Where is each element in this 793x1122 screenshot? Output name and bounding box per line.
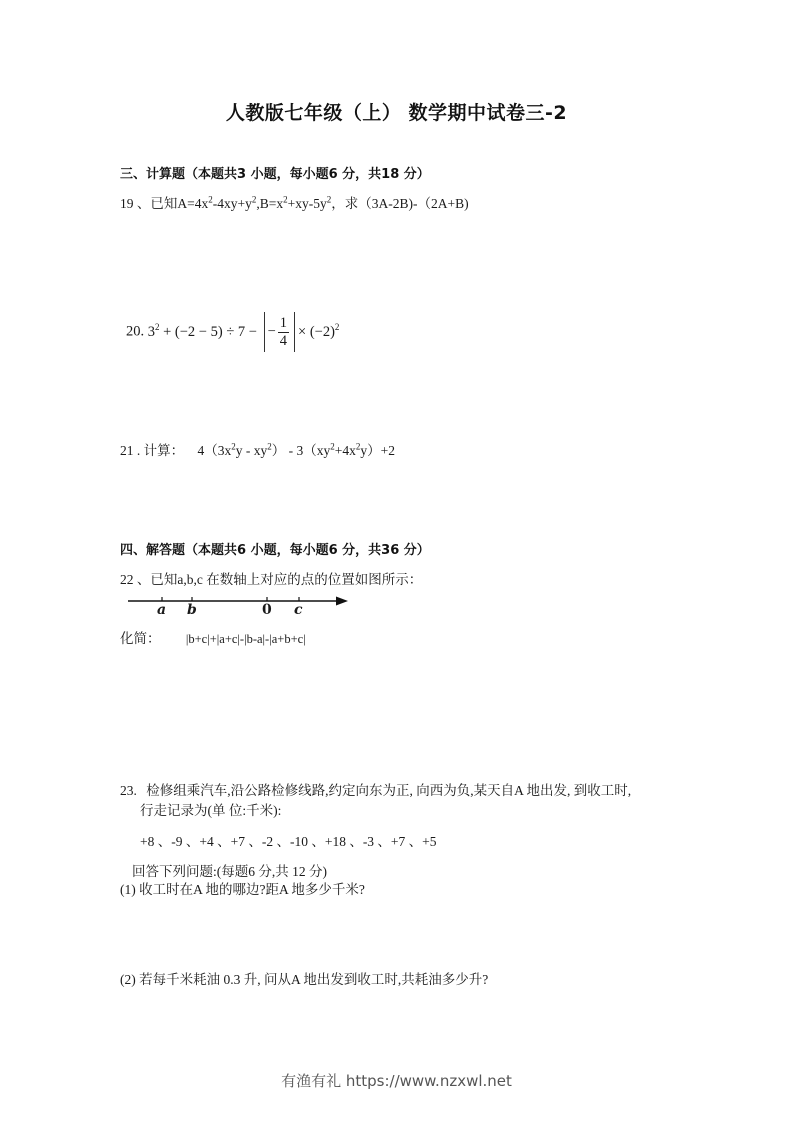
simplify-expression: |b+c|+|a+c|-|b-a|-|a+b+c| bbox=[185, 632, 306, 646]
number-line-label-0: 0 bbox=[262, 602, 272, 618]
question-21: 21 . 计算： $4(3x^2y - xy^2) - 3(xy^2+4x^2y)+2$ bbox=[120, 441, 395, 458]
sub-question-1: (1) 收工时在A 地的哪边?距A 地多少千米? bbox=[120, 882, 365, 897]
question-19: 19 、已知$A=4x^2-4xy+y^2,B=x^2+xy-5y^2$，求（3A-2B)-（2A+B) bbox=[120, 194, 469, 211]
absolute-bar-right bbox=[294, 312, 295, 352]
simplify-line bbox=[120, 627, 306, 647]
driving-records: +8 、-9 、+4 、+7 、-2 、-10 、+18 、-3 、+7 、+5 bbox=[140, 834, 437, 849]
number-line bbox=[126, 594, 356, 624]
document-title: 人教版七年级（上） 数学期中试卷三-2 bbox=[225, 102, 568, 124]
sub-question-2: (2) 若每千米耗油 0.3 升, 问从A 地出发到收工时,共耗油多少升? bbox=[120, 972, 489, 987]
answer-instruction: 回答下列问题:(每题6 分,共 12 分) bbox=[132, 864, 327, 879]
number-line-label-c: c bbox=[294, 602, 303, 618]
section-4-heading: 四、解答题（本题共6 小题，每小题6 分，共36 分） bbox=[120, 543, 430, 558]
question-23-line2: 行走记录为(单 位:千米): bbox=[140, 803, 282, 818]
q21-number: 21 . 计算： bbox=[120, 443, 185, 458]
q19-number: 19 、 bbox=[120, 196, 151, 211]
q22-number: 22 、 bbox=[120, 572, 151, 587]
section-3-heading: 三、计算题（本题共3 小题，每小题6 分，共18 分） bbox=[120, 167, 430, 182]
number-line-label-a: a bbox=[157, 602, 167, 618]
q20-number: 20. bbox=[126, 323, 145, 340]
simplify-label: 化简： bbox=[120, 631, 161, 646]
absolute-bar-left bbox=[264, 312, 265, 352]
question-22: 22 、已知a,b,c 在数轴上对应的点的位置如图所示： bbox=[120, 572, 423, 587]
question-20: 20. $3^2 + (-2 - 5) \div 7$ − − $\frac{1}{4}$ × $(-2)^2$ bbox=[126, 312, 339, 352]
q23-number: 23. bbox=[120, 783, 137, 798]
fraction: $\frac{1}{4}$ bbox=[279, 314, 288, 349]
question-23-line1: 23. 检修组乘汽车,沿公路检修线路,约定向东为正, 向西为负,某天自A 地出发, 到收工时, bbox=[120, 783, 632, 798]
watermark-footer: 有渔有礼 https://www.nzxwl.net bbox=[281, 1072, 512, 1090]
number-line-label-b: b bbox=[187, 602, 197, 618]
